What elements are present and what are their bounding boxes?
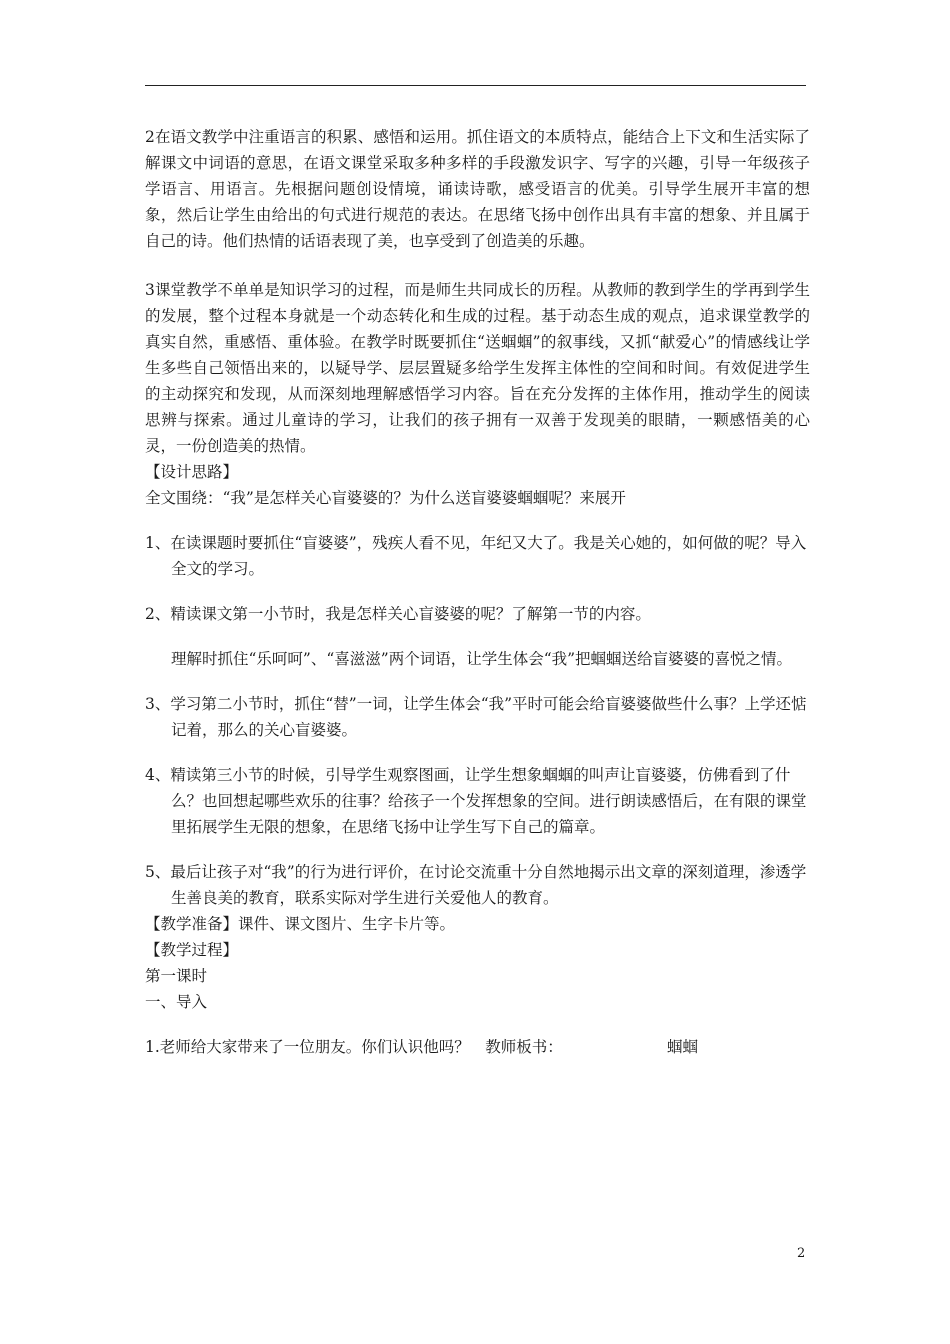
section-intro-heading: 一、导入 [145,993,208,1011]
header-rule [145,85,806,86]
design-item-2-detail [145,646,810,672]
intro-line-1-text: 1.老师给大家带来了一位朋友。你们认识他吗？ 教师板书： [145,1038,563,1056]
design-heading: 【设计思路】 [145,463,239,481]
design-item-1: 1、在读课题时要抓住“盲婆婆”，残疾人看不见，年纪又大了。我是关心她的，如何做的呢？导入全文的学习。 [145,534,807,578]
document-body [145,124,810,1060]
design-item-2: 2、精读课文第一小节时，我是怎样关心盲婆婆的呢？了解第一节的内容。 [145,605,651,623]
design-item-5: 5、最后让孩子对“我”的行为进行评价，在讨论交流重十分自然地揭示出文章的深刻道理，渗透学生善良美的教育，联系实际对学生进行关爱他人的教育。 [145,863,807,907]
lesson-label: 第一课时 [145,967,208,985]
paragraph-3: 3课堂教学不单单是知识学习的过程，而是师生共同成长的历程。从教师的教到学生的学再到学生的发展，整个过程本身就是一个动态转化和生成的过程。基于动态生成的观点，追求课堂教学的真实自然，重感悟、重体验。在教学时既要抓住“送蝈蝈”的叙事线，又抓“献爱心”的情感线让学生多些自己领悟出来的，以疑导学、层层置疑多给学生发挥主体性的空间和时间。有效促进学生的主动探究和发现，从而深刻地理解感悟学习内容。旨在充分发挥的主体作用，推动学生的阅读思辨与探索。通过儿童诗的学习，让我们的孩子拥有一双善于发现美的眼睛，一颗感悟美的心灵，一份创造美的热情。 [145,281,810,455]
process-heading: 【教学过程】 [145,941,239,959]
page-number: 2 [797,1246,806,1261]
paragraph-2: 2在语文教学中注重语言的积累、感悟和运用。抓住语文的本质特点，能结合上下文和生活实际了解课文中词语的意思，在语文课堂采取多种多样的手段激发识字、写字的兴趣，引导一年级孩子学语言、用语言。先根据问题创设情境，诵读诗歌，感受语言的优美。引导学生展开丰富的想象，然后让学生由给出的句式进行规范的表达。在思绪飞扬中创作出具有丰富的想象、并且属于自己的诗。他们热情的话语表现了美，也享受到了创造美的乐趣。 [145,128,810,250]
design-intro: 全文围绕：“我”是怎样关心盲婆婆的？为什么送盲婆婆蝈蝈呢？来展开 [145,489,626,507]
intro-line-1 [145,1034,810,1060]
design-item-2-sub: 理解时抓住“乐呵呵”、“喜滋滋”两个词语，让学生体会“我”把蝈蝈送给盲婆婆的喜悦之情。 [171,650,793,668]
design-item-3: 3、学习第二小节时，抓住“替”一词，让学生体会“我”平时可能会给盲婆婆做些什么事？上学还惦记着，那么的关心盲婆婆。 [145,695,807,739]
blackboard-text: 蝈蝈 [667,1038,699,1056]
teaching-prep: 【教学准备】课件、课文图片、生字卡片等。 [145,915,456,933]
design-item-4: 4、精读第三小节的时候，引导学生观察图画，让学生想象蝈蝈的叫声让盲婆婆，仿佛看到了什么？也回想起哪些欢乐的往事？给孩子一个发挥想象的空间。进行朗读感悟后，在有限的课堂里拓展学生无限的想象，在思绪飞扬中让学生写下自己的篇章。 [145,766,807,836]
